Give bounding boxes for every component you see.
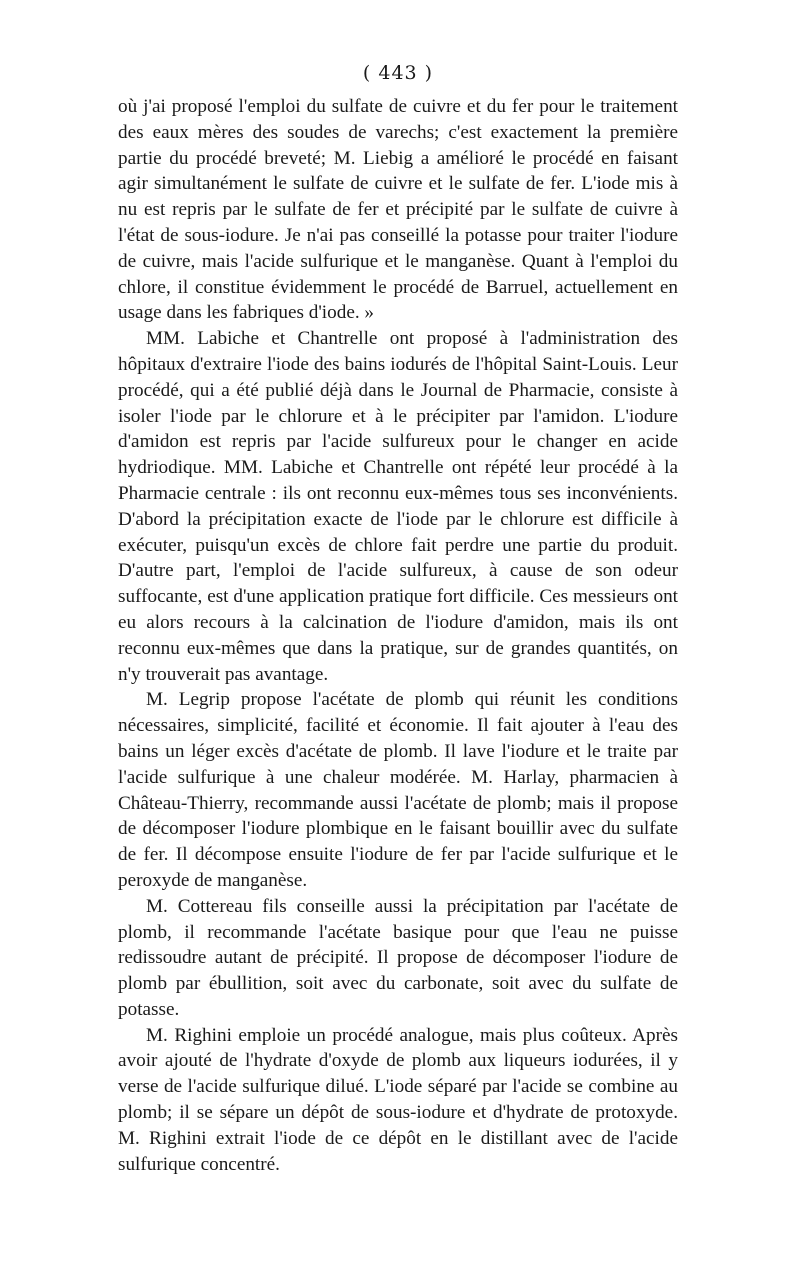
paragraph-4: M. Cottereau fils conseille aussi la précipitation par l'acétate de plomb, il recommande l'acétate basique pour que l'eau ne puisse redissoudre autant de précipité. Il propose de décomposer l'iodure de plomb par ébullition, soit avec du carbonate, soit avec du sulfate de potasse. — [118, 895, 678, 1020]
page-number: ( 443 ) — [362, 62, 434, 84]
paragraph-3: M. Legrip propose l'acétate de plomb qui réunit les conditions nécessaires, simplicité, facilité et économie. Il fait ajouter à l'eau des bains un léger excès d'acétate de plomb. Il lave l'iodure et le traite par l'acide sulfurique à une chaleur modérée. M. Harlay, pharmacien à Château-Thierry, recommande aussi l'acétate de plomb; mais il propose de décomposer l'iodure plombique en le faisant bouillir avec du sulfate de fer. Il décompose ensuite l'iodure de fer par l'acide sulfurique et le peroxyde de manganèse. — [118, 689, 678, 891]
paragraph-5: M. Righini emploie un procédé analogue, mais plus coûteux. Après avoir ajouté de l'hydrate d'oxyde de plomb aux liqueurs iodurées, il y verse de l'acide sulfurique dilué. L'iode séparé par l'acide se combine au plomb; il se sépare un dépôt de sous-iodure et d'hydrate de protoxyde. M. Righini extrait l'iode de ce dépôt en le distillant avec de l'acide sulfurique concentré. — [118, 1024, 678, 1175]
paragraph-2: MM. Labiche et Chantrelle ont proposé à l'administration des hôpitaux d'extraire l'iode des bains iodurés de l'hôpital Saint-Louis. Leur procédé, qui a été publié déjà dans le Journal de Pharmacie, consiste à isoler l'iode par le chlorure et à le précipiter par l'amidon. L'iodure d'amidon est repris par l'acide sulfureux pour le changer en acide hydriodique. MM. Labiche et Chantrelle ont répété leur procédé à la Pharmacie centrale : ils ont reconnu eux-mêmes tous ses inconvénients. D'abord la précipitation exacte de l'iode par le chlorure est difficile à exécuter, puisqu'un excès de chlore fait perdre une partie du produit. D'autre part, l'emploi de l'acide sulfureux, à cause de son odeur suffocante, est d'une application pratique fort difficile. Ces messieurs ont eu alors recours à la calcination de l'iodure d'amidon, mais ils ont reconnu eux-mêmes que dans la pratique, sur de grandes quantités, on n'y trouverait pas avantage. — [118, 328, 678, 685]
paragraph-1: où j'ai proposé l'emploi du sulfate de cuivre et du fer pour le traitement des eaux mères des soudes de varechs; c'est exactement la première partie du procédé breveté; M. Liebig a amélioré le procédé en faisant agir simultanément le sulfate de cuivre et le sulfate de fer. L'iode mis à nu est repris par le sulfate de fer et précipité par le sulfate de cuivre à l'état de sous-iodure. Je n'ai pas conseillé la potasse pour traiter l'iodure de cuivre, mais l'acide sulfurique et le manganèse. Quant à l'emploi du chlore, il constitue évidemment le procédé de Barruel, actuellement en usage dans les fabriques d'iode. » — [118, 96, 678, 324]
book-page — [118, 58, 678, 1177]
page-body — [118, 94, 678, 1177]
